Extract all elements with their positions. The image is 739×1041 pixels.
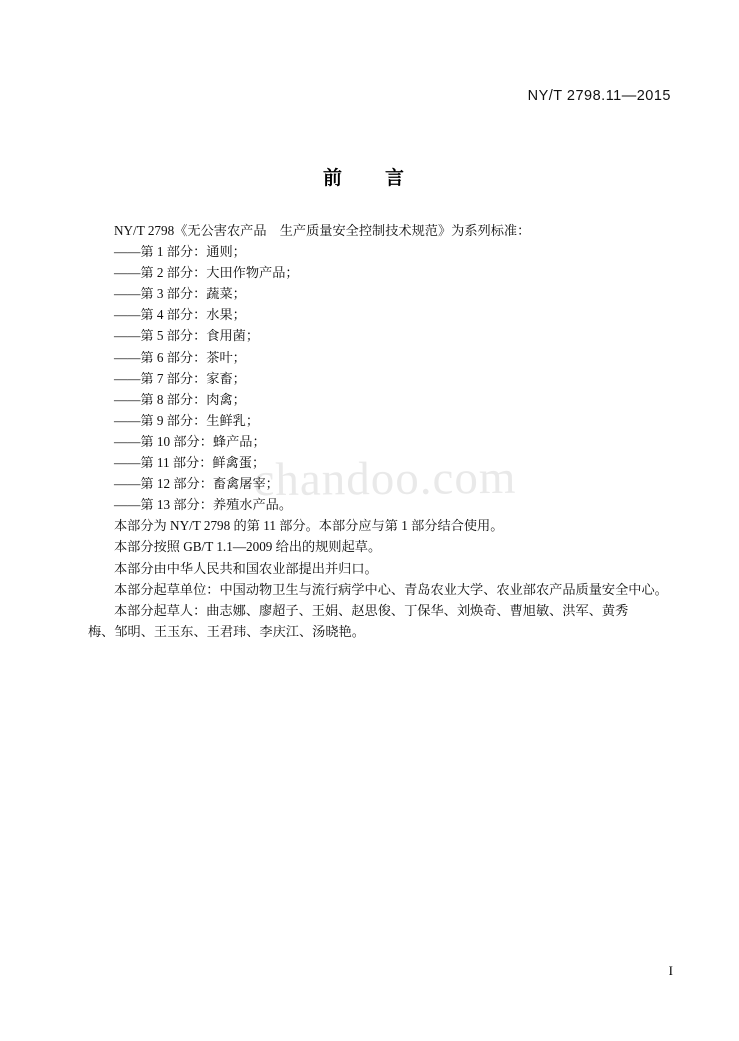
list-item: ——第 10 部分：蜂产品； (114, 433, 266, 449)
body-paragraph: 本部分起草单位：中国动物卫生与流行病学中心、青岛农业大学、农业部农产品质量安全中心。 (114, 581, 668, 597)
body-paragraph: 本部分按照 GB/T 1.1—2009 给出的规则起草。 (114, 539, 382, 555)
list-item: ——第 3 部分：蔬菜； (114, 286, 246, 302)
body-paragraph: 本部分起草人：曲志娜、廖超子、王娟、赵思俊、丁保华、刘焕奇、曹旭敏、洪军、黄秀梅、邹明、王玉东、王君玮、李庆江、汤晓艳。 (88, 602, 629, 639)
page-number: I (668, 963, 673, 978)
list-item: ——第 11 部分：鲜禽蛋； (114, 455, 266, 471)
list-item: ——第 4 部分：水果； (114, 307, 246, 323)
list-item: ——第 6 部分：茶叶； (114, 349, 246, 365)
list-item: ——第 8 部分：肉禽； (114, 391, 246, 407)
intro-paragraph: NY/T 2798《无公害农产品 生产质量安全控制技术规范》为系列标准： (114, 223, 531, 238)
page-title: 前 言 (322, 167, 416, 189)
body-paragraph: 本部分为 NY/T 2798 的第 11 部分。本部分应与第 1 部分结合使用。 (114, 518, 504, 534)
list-item: ——第 9 部分：生鲜乳； (114, 412, 260, 428)
list-item: ——第 2 部分：大田作物产品； (114, 265, 299, 281)
list-item: ——第 13 部分：养殖水产品。 (114, 497, 293, 513)
list-item: ——第 12 部分：畜禽屠宰； (114, 476, 279, 492)
foreword-body (88, 220, 668, 642)
list-item: ——第 1 部分：通则； (114, 244, 246, 260)
watermark-text: chandoo.com (253, 451, 517, 507)
body-paragraph: 本部分由中华人民共和国农业部提出并归口。 (114, 560, 378, 576)
list-item: ——第 7 部分：家畜； (114, 370, 246, 386)
list-item: ——第 5 部分：食用菌； (114, 328, 260, 344)
standard-number: NY/T 2798.11—2015 (527, 88, 671, 104)
